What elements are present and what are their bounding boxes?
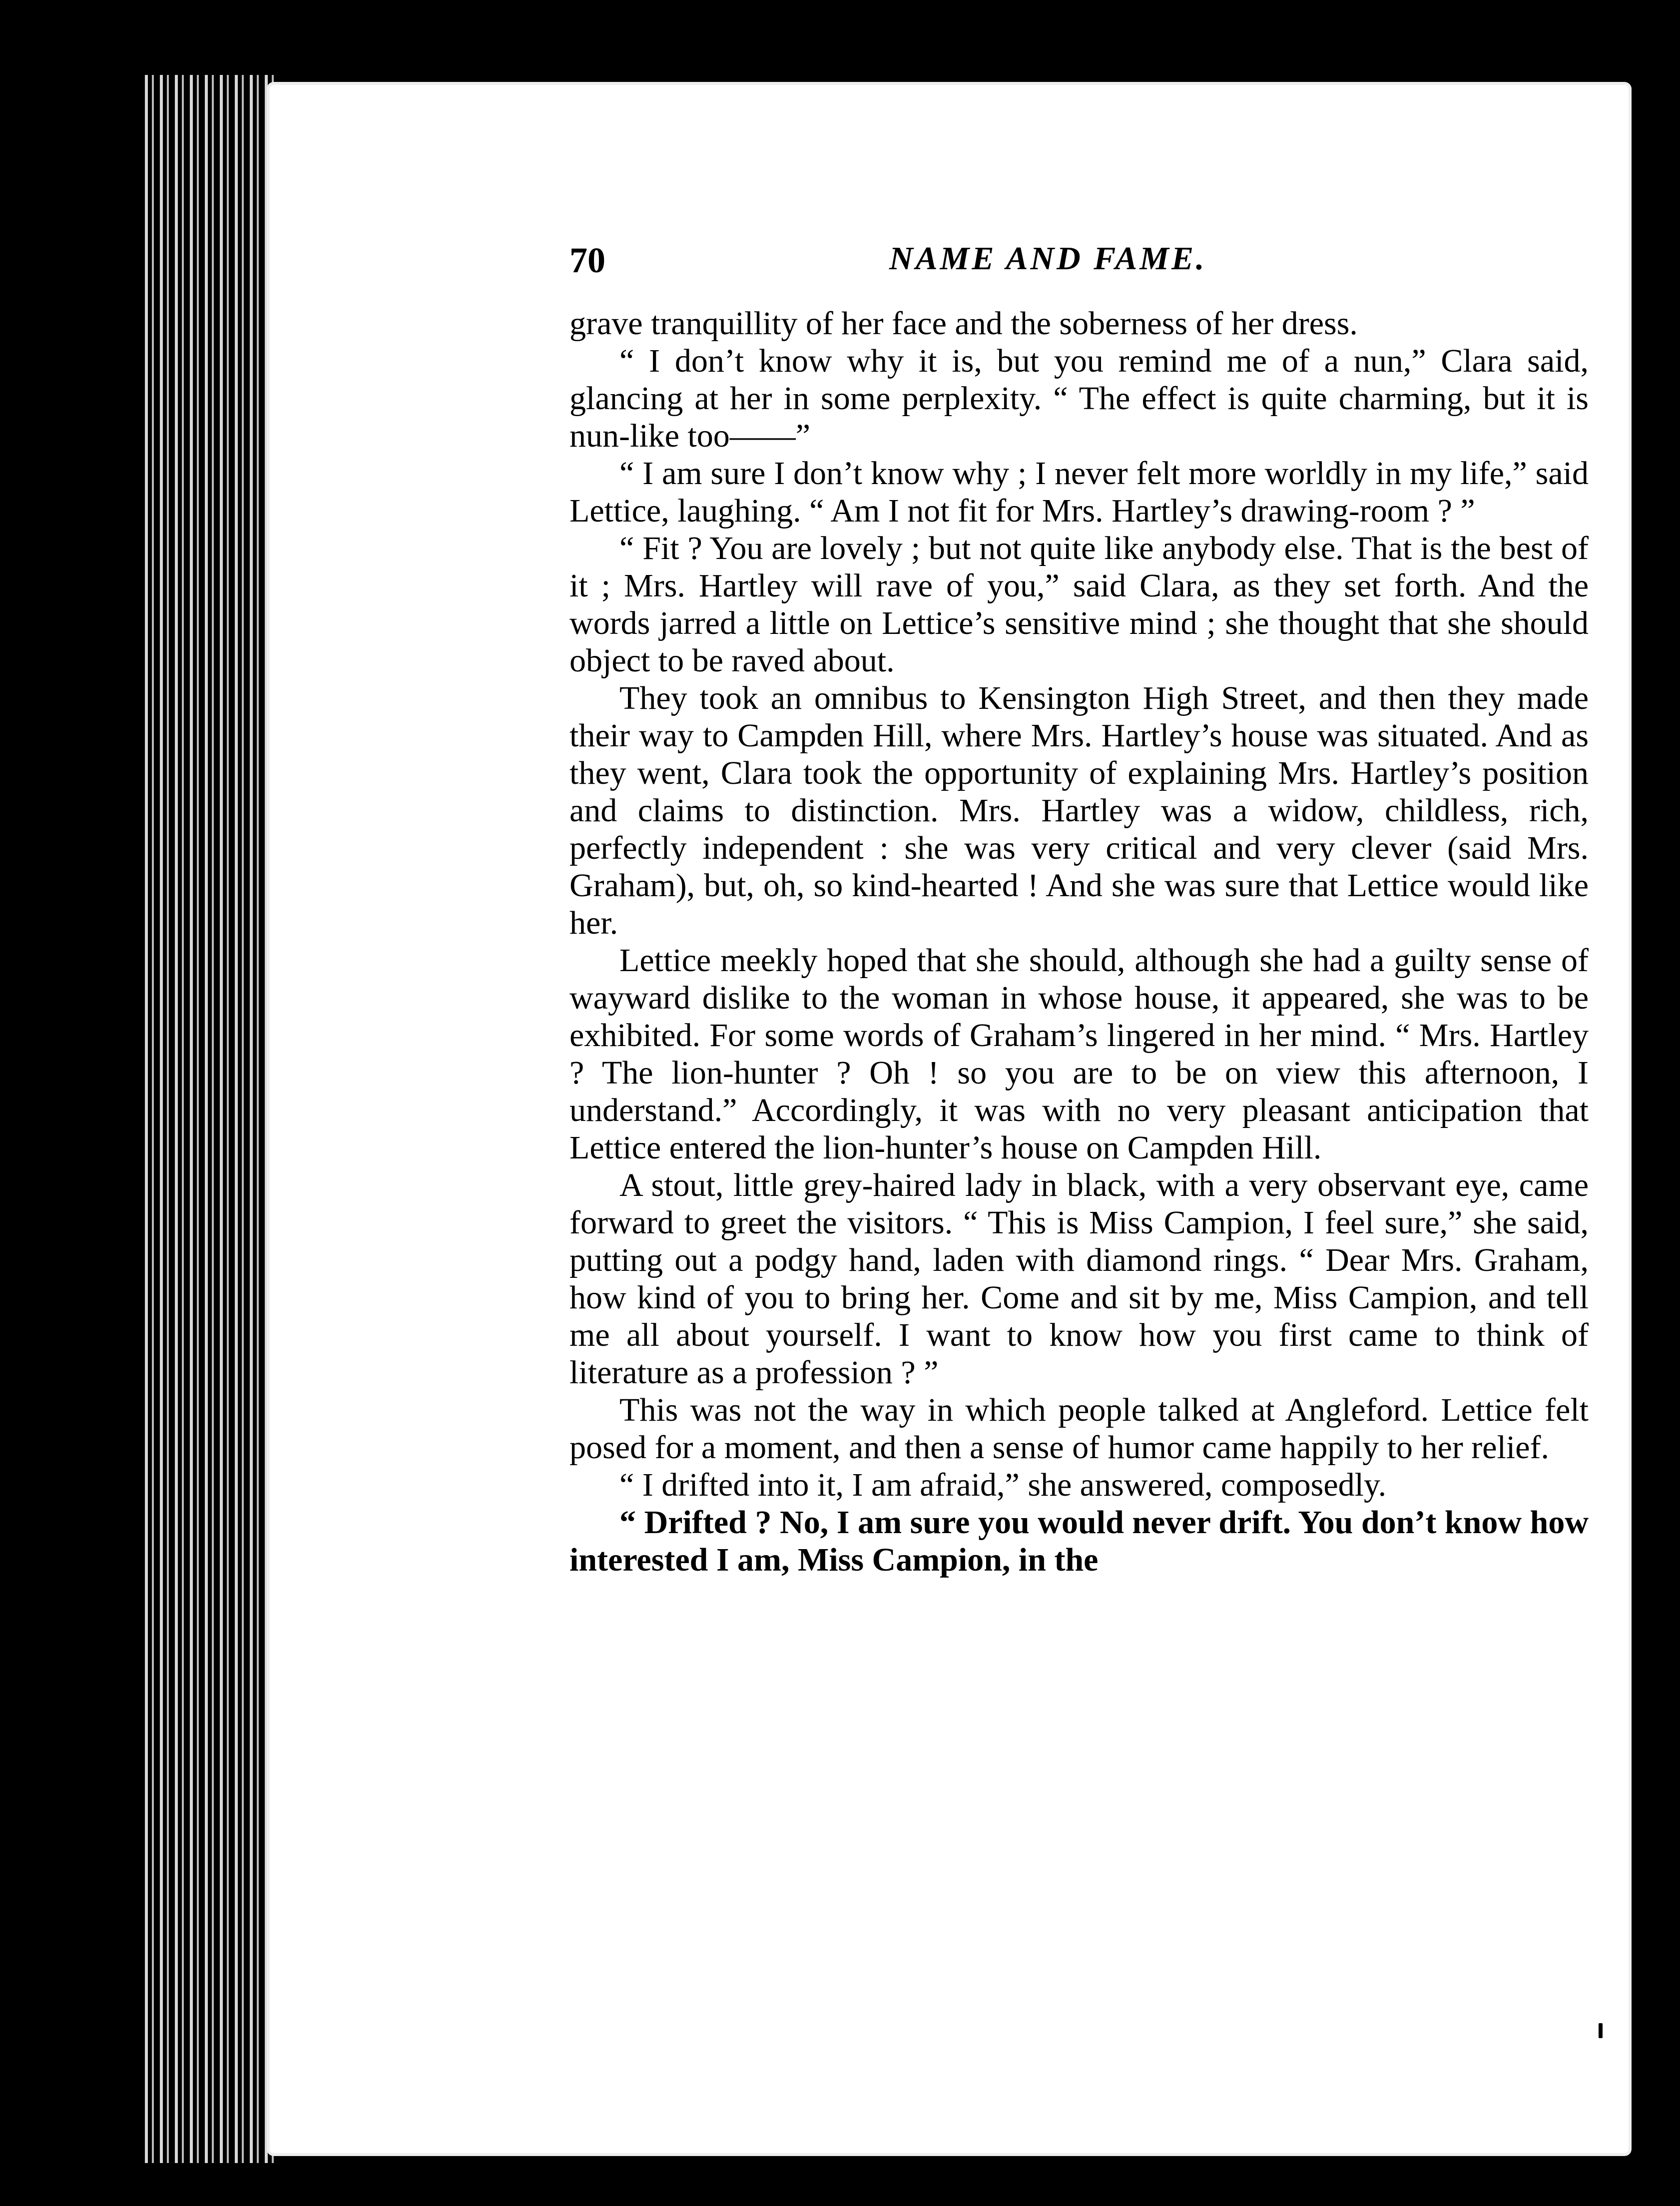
paragraph: grave tranquillity of her face and the soberness of her dress. — [569, 305, 1358, 342]
paragraph: “ I drifted into it, I am afraid,” she answered, composedly. — [619, 1467, 1387, 1503]
paragraph: “ I am sure I don’t know why ; I never felt more worldly in my life,” said Lettice, laughing. “ Am I not fit for Mrs. Hartley’s drawing-room ? ” — [569, 455, 1589, 529]
book-spine-shadow — [145, 75, 275, 2163]
scan-speck — [1599, 2023, 1603, 2038]
paragraph: This was not the way in which people talked at Angleford. Lettice felt posed for a moment, and then a sense of humor came happily to her relief. — [569, 1392, 1589, 1466]
paragraph: “ Fit ? You are lovely ; but not quite like anybody else. That is the best of it ; Mrs. Hartley will rave of you,” said Clara, as they set forth. And the words jarred a little on Lettice’s sensitive mind ; she thought that she should object to be raved about. — [569, 530, 1589, 679]
scan-speck — [525, 1369, 530, 1374]
paragraph: Lettice meekly hoped that she should, although she had a guilty sense of wayward dislike to the woman in whose house, it appeared, she was to be exhibited. For some words of Graham’s lingered in her mind. “ Mrs. Hartley ? The lion-hunter ? Oh ! so you are to be on view this afternoon, I understand.” Accordingly, it was with no very pleasant anticipation that Lettice entered the lion-hunter’s house on Campden Hill. — [569, 942, 1589, 1166]
paragraph: “ I don’t know why it is, but you remind me of a nun,” Clara said, glancing at her in some perplexity. “ The effect is quite charming, but it is nun-like too——” — [569, 343, 1589, 454]
paragraph: A stout, little grey-haired lady in black, with a very observant eye, came forward to greet the visitors. “ This is Miss Campion, I feel sure,” she said, putting out a podgy hand, laden with diamond rings. “ Dear Mrs. Graham, how kind of you to bring her. Come and sit by me, Miss Campion, and tell me all about yourself. I want to know how you first came to think of literature as a profession ? ” — [569, 1167, 1589, 1391]
page-header — [569, 240, 1589, 295]
page-number: 70 — [569, 240, 605, 280]
scan-speck — [420, 919, 425, 924]
paragraph: They took an omnibus to Kensington High Street, and then they made their way to Campden Hill, where Mrs. Hartley’s house was situated. And as they went, Clara took the opportunity of explaining Mrs. Hartley’s position and claims to distinction. Mrs. Hartley was a widow, childless, rich, perfectly independent : she was very critical and very clever (said Mrs. Graham), but, oh, so kind-hearted ! And she was sure that Lettice would like her. — [569, 680, 1589, 941]
page-body — [569, 305, 1589, 1579]
paragraph: “ Drifted ? No, I am sure you would never drift. You don’t know how interested I am, Miss Campion, in the — [569, 1504, 1589, 1578]
running-title: NAME AND FAME. — [889, 240, 1207, 277]
scan-speck — [400, 485, 406, 491]
